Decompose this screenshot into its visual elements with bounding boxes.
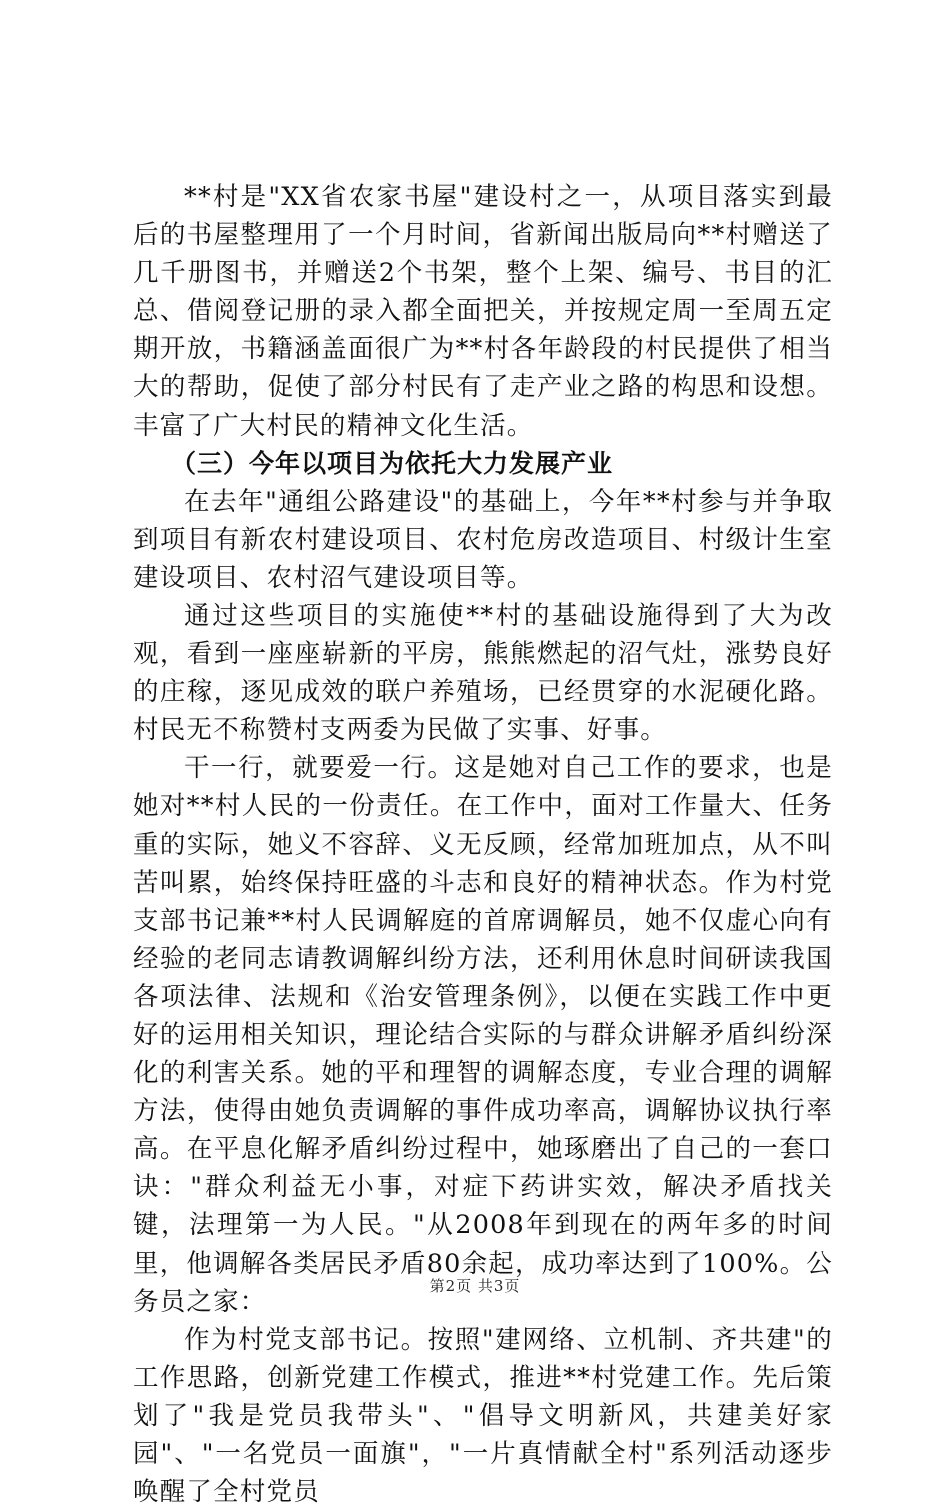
paragraph-book-house: **村是"XX省农家书屋"建设村之一，从项目落实到最后的书屋整理用了一个月时间，省新闻出版局向**村赠送了几千册图书，并赠送2个书架，整个上架、编号、书目的汇总、借阅登记册的录入都全面把关，并按规定周一至周五定期开放，书籍涵盖面很广为**村各年龄段的村民提供了相当大的帮助，促使了部分村民有了走产业之路的构思和设想。丰富了广大村民的精神文化生活。	[133, 182, 833, 441]
document-body	[133, 178, 833, 1511]
section-heading-3: （三）今年以项目为依托大力发展产业	[171, 448, 614, 478]
paragraph-projects: 在去年"通组公路建设"的基础上，今年**村参与并争取到项目有新农村建设项目、农村危房改造项目、村级计生室建设项目、农村沼气建设项目等。	[133, 486, 833, 593]
paragraph-party-building: 作为村党支部书记。按照"建网络、立机制、齐共建"的工作思路，创新党建工作模式，推进**村党建工作。先后策划了"我是党员我带头"、"倡导文明新风，共建美好家园"、"一名党员一面旗"，"一片真情献全村"系列活动逐步唤醒了全村党员	[133, 1324, 833, 1508]
page-number: 第2页 共3页	[429, 1277, 521, 1295]
paragraph-infrastructure: 通过这些项目的实施使**村的基础设施得到了大为改观，看到一座座崭新的平房，熊熊燃起的沼气灶，涨势良好的庄稼，逐见成效的联户养殖场，已经贯穿的水泥硬化路。村民无不称赞村支两委为民做了实事、好事。	[133, 600, 833, 746]
paragraph-mediation: 干一行，就要爱一行。这是她对自己工作的要求，也是她对**村人民的一份责任。在工作中，面对工作量大、任务重的实际，她义不容辞、义无反顾，经常加班加点，从不叫苦叫累，始终保持旺盛的斗志和良好的精神状态。作为村党支部书记兼**村人民调解庭的首席调解员，她不仅虚心向有经验的老同志请教调解纠纷方法，还利用休息时间研读我国各项法律、法规和《治安管理条例》，以便在实践工作中更好的运用相关知识，理论结合实际的与群众讲解矛盾纠纷深化的利害关系。她的平和理智的调解态度，专业合理的调解方法，使得由她负责调解的事件成功率高，调解协议执行率高。在平息化解矛盾纠纷过程中，她琢磨出了自己的一套口诀："群众利益无小事，对症下药讲实效，解决矛盾找关键，法理第一为人民。"从2008年到现在的两年多的时间里，他调解各类居民矛盾80余起，成功率达到了100%。公务员之家：	[133, 753, 833, 1317]
